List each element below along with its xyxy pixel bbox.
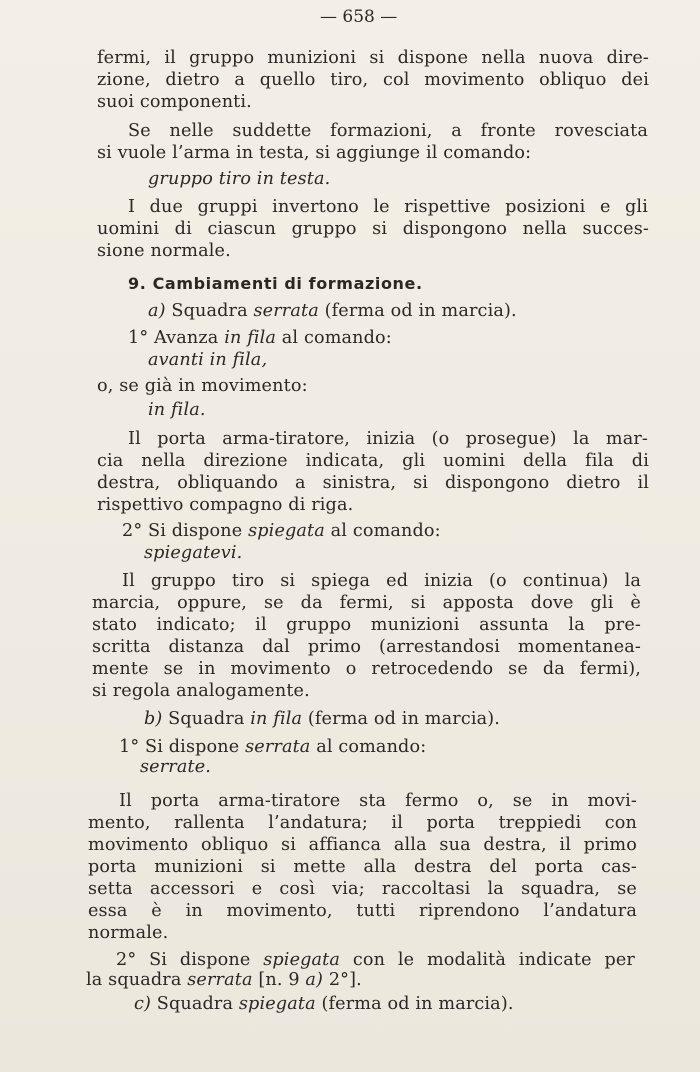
text-line: Il gruppo tiro si spiega ed inizia (o continua) la	[122, 571, 641, 591]
text-line: 1° Si dispone serrata al comando:	[119, 737, 427, 757]
command-line: in fila.	[148, 400, 206, 420]
text-line: si vuole l’arma in testa, si aggiunge il comando:	[97, 143, 532, 163]
command-line: gruppo tiro in testa.	[148, 169, 331, 189]
text-line: porta munizioni si mette alla destra del porta cas-	[88, 857, 637, 877]
text-line: movimento obliquo si affianca alla sua destra, il primo	[88, 835, 637, 855]
text-line: suoi componenti.	[97, 92, 252, 112]
text-line: 1° Avanza in fila al comando:	[128, 328, 392, 348]
text-line: Il porta arma-tiratore sta fermo o, se in movi-	[119, 791, 637, 811]
text-line: 2° Si dispone spiegata al comando:	[122, 521, 441, 541]
command-line: avanti in fila,	[148, 350, 268, 370]
text-line: mento, rallenta l’andatura; il porta treppiedi con	[88, 813, 637, 833]
text-line: essa è in movimento, tutti riprendono l’andatura	[88, 901, 637, 921]
text-line: fermi, il gruppo munizioni si dispone nella nuova dire-	[97, 48, 649, 68]
text-line: mente se in movimento o retrocedendo se da fermi),	[92, 659, 641, 679]
text-line: sione normale.	[97, 241, 231, 261]
text-line: I due gruppi invertono le rispettive posizioni e gli	[128, 197, 648, 217]
text-line: destra, obliquando a sinistra, si dispongono dietro il	[97, 473, 649, 493]
text-line: o, se già in movimento:	[97, 376, 308, 396]
subsection-heading: b) Squadra in fila (ferma od in marcia).	[144, 709, 501, 729]
text-line: stato indicato; il gruppo munizioni assunta la pre-	[92, 615, 641, 635]
text-line: scritta distanza dal primo (arrestandosi momentanea-	[92, 637, 641, 657]
text-line: Il porta arma-tiratore, inizia (o prosegue) la mar-	[128, 429, 648, 449]
command-line: spiegatevi.	[144, 543, 243, 563]
text-line: marcia, oppure, se da fermi, si apposta dove gli è	[92, 593, 641, 613]
text-line: Se nelle suddette formazioni, a fronte rovesciata	[128, 121, 648, 141]
subsection-heading: a) Squadra serrata (ferma od in marcia).	[148, 301, 517, 321]
text-line: setta accessori e così via; raccoltasi la squadra, se	[88, 879, 637, 899]
text-line: cia nella direzione indicata, gli uomini della fila di	[97, 451, 649, 471]
subsection-heading: c) Squadra spiegata (ferma od in marcia).	[134, 994, 514, 1014]
page-number: — 658 —	[320, 7, 398, 27]
text-line: si regola analogamente.	[92, 681, 310, 701]
command-line: serrate.	[140, 757, 212, 777]
text-line: uomini di ciascun gruppo si dispongono nella succes-	[97, 219, 649, 239]
text-line: normale.	[88, 923, 169, 943]
text-line: 2° Si dispone spiegata con le modalità indicate per	[116, 950, 635, 970]
text-line: rispettivo compagno di riga.	[97, 495, 354, 515]
text-line: zione, dietro a quello tiro, col movimento obliquo dei	[97, 70, 649, 90]
text-line: la squadra serrata [n. 9 a) 2°].	[86, 970, 362, 990]
section-heading: 9. Cambiamenti di formazione.	[128, 274, 423, 293]
